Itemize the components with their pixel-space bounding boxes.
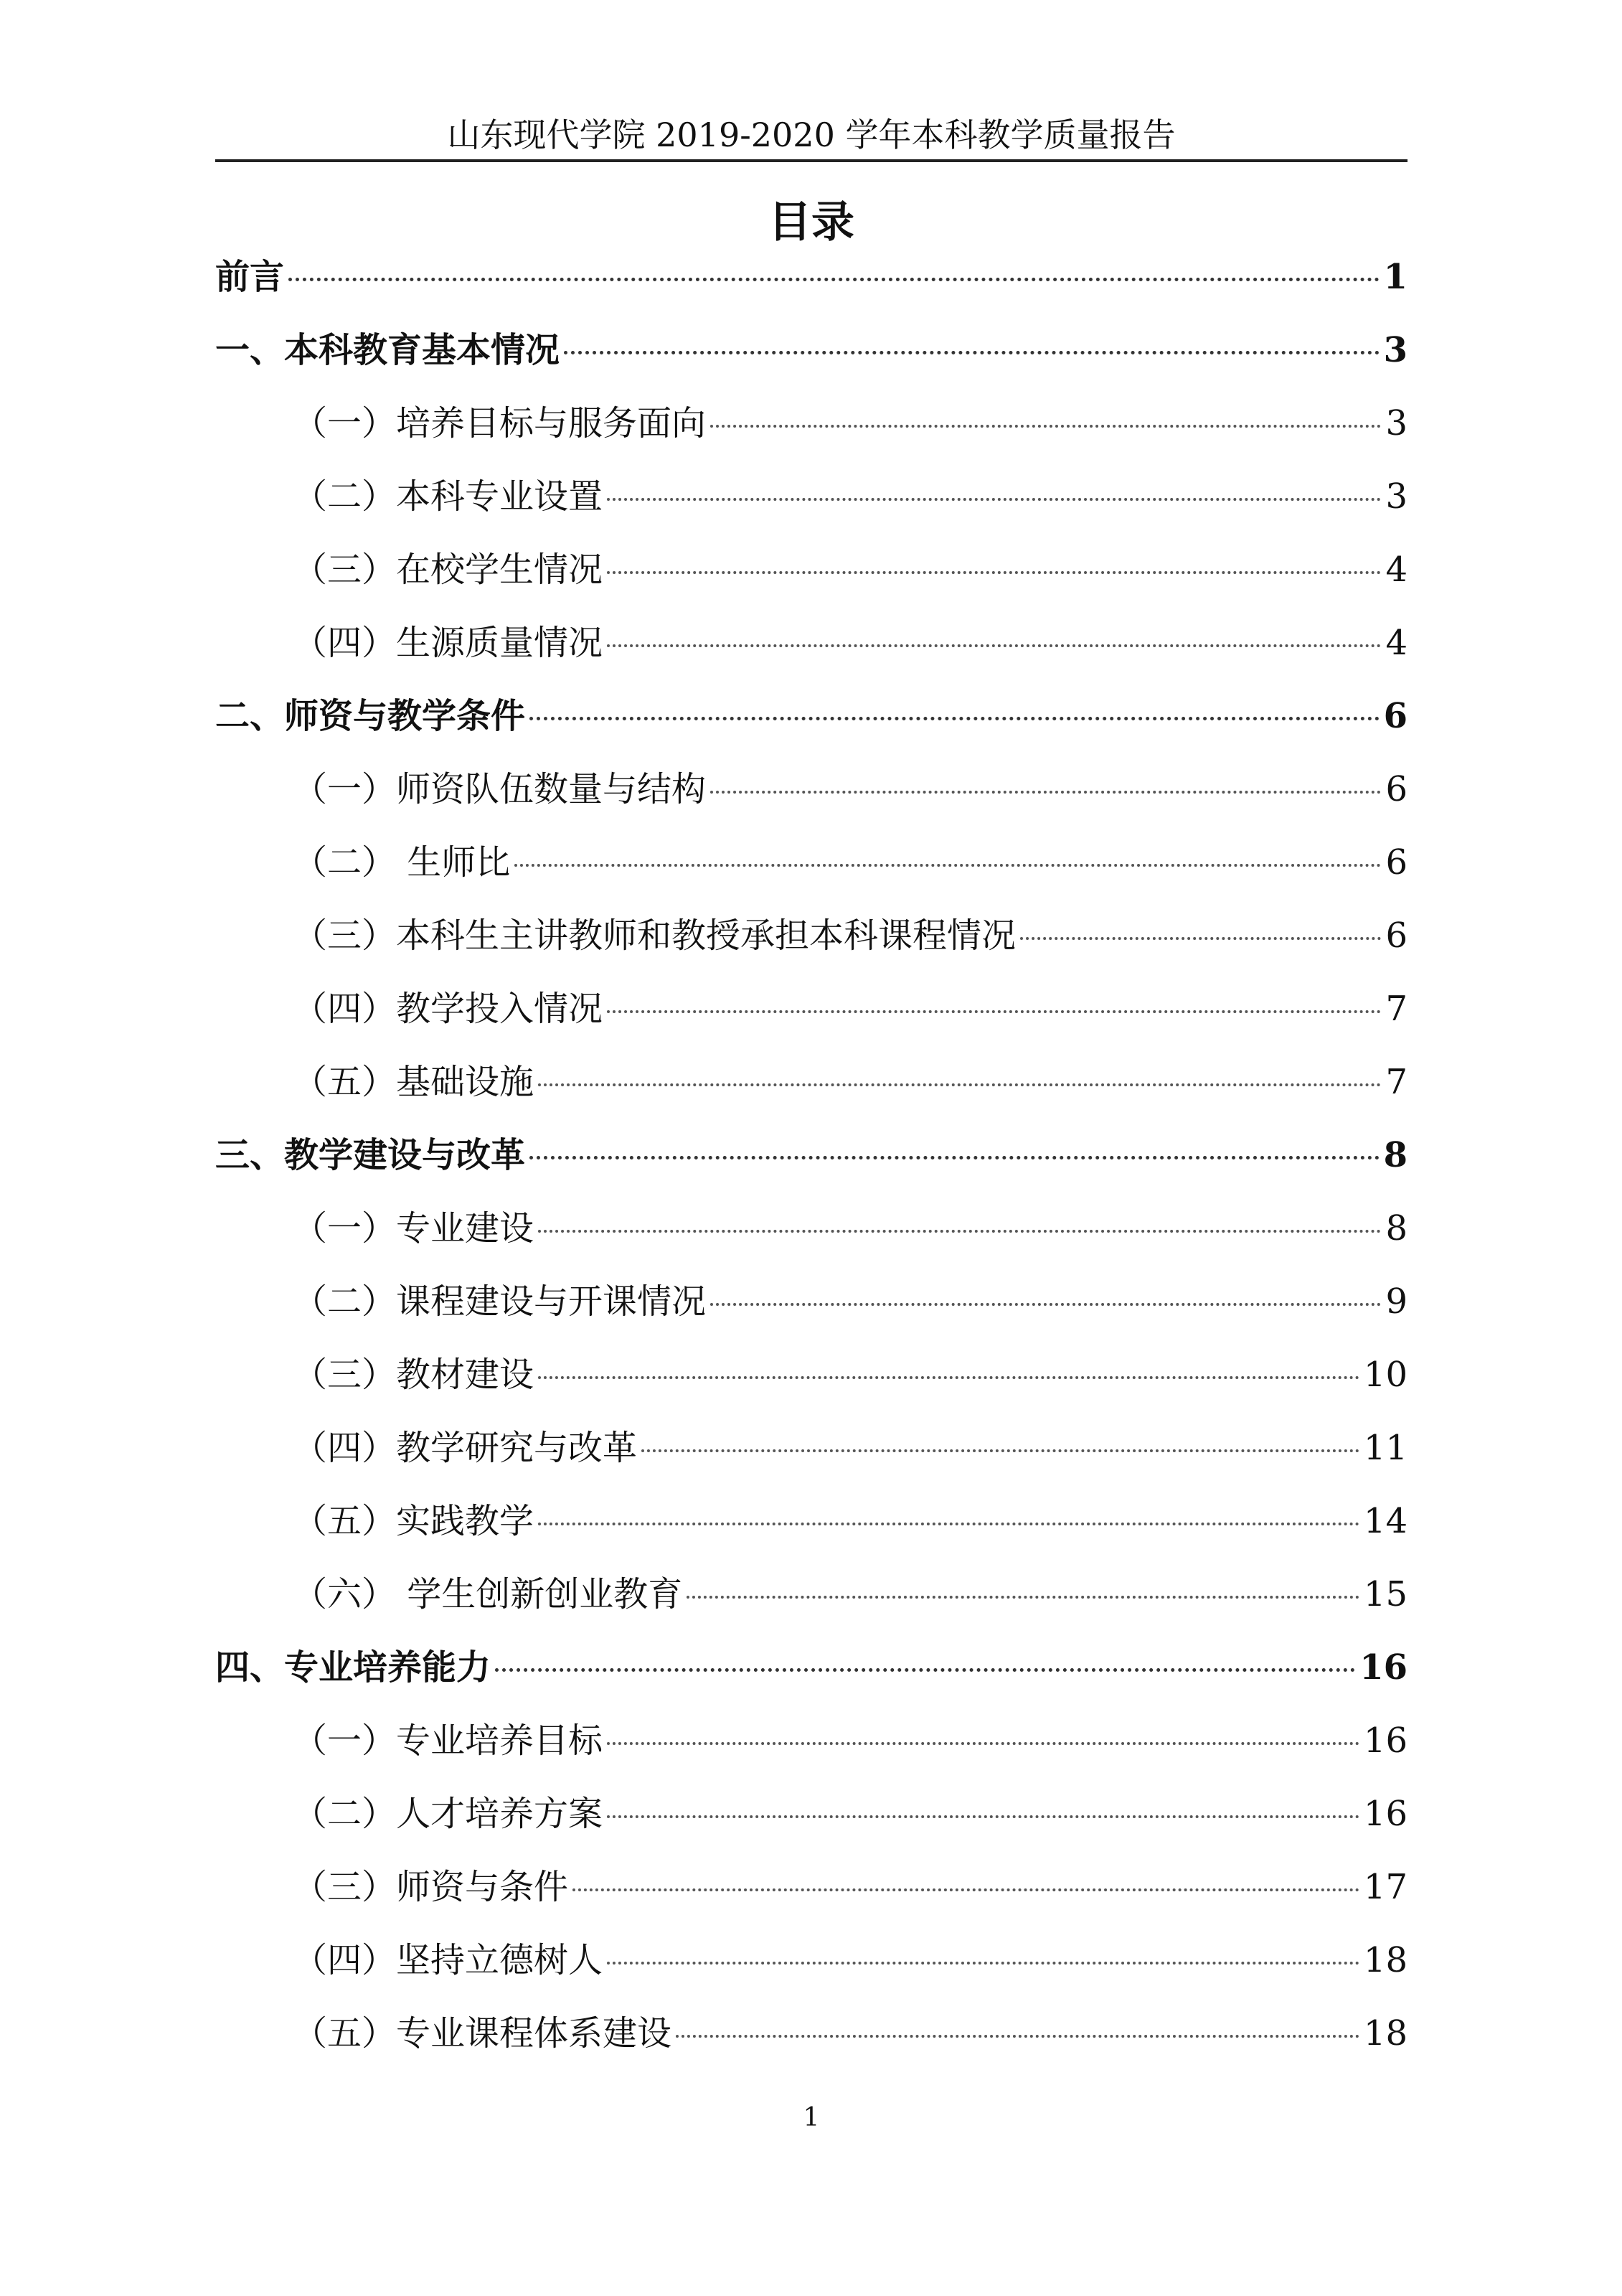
toc-subsection-entry[interactable]: [215, 1203, 1408, 1276]
toc-subsection-entry[interactable]: [215, 544, 1408, 617]
dot-leader: [676, 2035, 1359, 2038]
dot-leader: [710, 1303, 1381, 1306]
toc-entry-page-number: 1: [1383, 257, 1408, 297]
toc-section-entry[interactable]: [215, 1642, 1408, 1715]
toc-entry-label: （六） 学生创新创业教育: [293, 1574, 683, 1614]
toc-subsection-entry[interactable]: [215, 1568, 1408, 1642]
toc-entry-page-number: 8: [1383, 1135, 1408, 1175]
dot-leader: [529, 717, 1380, 720]
dot-leader: [710, 791, 1381, 794]
toc-entry-label: （二） 生师比: [293, 842, 511, 883]
toc-entry-label: （一）师资队伍数量与结构: [293, 769, 707, 809]
dot-leader: [641, 1449, 1359, 1452]
toc-entry-label: （二）本科专业设置: [293, 476, 603, 517]
toc-entry-label: （一）专业培养目标: [293, 1721, 603, 1761]
toc-entry-page-number: 3: [1385, 403, 1408, 443]
toc-entry-label: （三）本科生主讲教师和教授承担本科课程情况: [293, 916, 1017, 956]
toc-subsection-entry[interactable]: [215, 1495, 1408, 1568]
dot-leader: [529, 1156, 1380, 1159]
toc-entry-page-number: 9: [1385, 1281, 1408, 1322]
toc-entry-page-number: 16: [1359, 1647, 1408, 1688]
toc-entry-page-number: 3: [1385, 476, 1408, 517]
toc-section-entry[interactable]: [215, 251, 1408, 324]
toc-entry-label: （三）师资与条件: [293, 1867, 569, 1907]
toc-entry-label: （二）课程建设与开课情况: [293, 1281, 707, 1322]
running-header: 山东现代学院 2019-2020 学年本科教学质量报告: [447, 116, 1176, 154]
toc-section-entry[interactable]: [215, 324, 1408, 397]
toc-entry-label: （二）人才培养方案: [293, 1794, 603, 1834]
toc-subsection-entry[interactable]: [215, 397, 1408, 471]
dot-leader: [538, 1083, 1381, 1086]
toc-entry-page-number: 6: [1385, 842, 1408, 883]
dot-leader: [710, 425, 1381, 428]
dot-leader: [607, 1962, 1359, 1965]
toc-entry-label: 四、专业培养能力: [215, 1647, 491, 1688]
toc-entry-page-number: 7: [1385, 989, 1408, 1029]
dot-leader: [538, 1376, 1359, 1379]
dot-leader: [607, 1742, 1359, 1745]
toc-entry-label: （四）教学研究与改革: [293, 1428, 638, 1468]
toc-subsection-entry[interactable]: [215, 837, 1408, 910]
dot-leader: [514, 864, 1381, 867]
header-rule: [215, 159, 1408, 162]
dot-leader: [607, 571, 1381, 574]
toc-entry-page-number: 4: [1385, 550, 1408, 590]
dot-leader: [572, 1888, 1359, 1891]
toc-subsection-entry[interactable]: [215, 1934, 1408, 2008]
toc-subsection-entry[interactable]: [215, 1861, 1408, 1934]
toc-entry-page-number: 6: [1385, 916, 1408, 956]
toc-entry-page-number: 7: [1385, 1062, 1408, 1102]
toc-entry-label: （一）专业建设: [293, 1208, 534, 1248]
toc-entry-label: （五）基础设施: [293, 1062, 534, 1102]
dot-leader: [687, 1596, 1359, 1599]
toc-entry-label: （四）坚持立德树人: [293, 1940, 603, 1980]
dot-leader: [538, 1523, 1359, 1525]
dot-leader: [1020, 937, 1381, 940]
toc-entry-page-number: 10: [1363, 1355, 1408, 1395]
toc-subsection-entry[interactable]: [215, 1349, 1408, 1422]
toc-subsection-entry[interactable]: [215, 617, 1408, 690]
toc-entry-label: （五）实践教学: [293, 1501, 534, 1541]
dot-leader: [538, 1230, 1381, 1233]
dot-leader: [607, 1815, 1359, 1818]
toc-subsection-entry[interactable]: [215, 1276, 1408, 1349]
toc-section-entry[interactable]: [215, 1129, 1408, 1203]
toc-entry-page-number: 16: [1363, 1721, 1408, 1761]
toc-entry-page-number: 18: [1363, 1940, 1408, 1980]
toc-entry-page-number: 11: [1363, 1428, 1408, 1468]
table-of-contents: [215, 251, 1408, 2081]
toc-entry-page-number: 16: [1363, 1794, 1408, 1834]
toc-entry-page-number: 3: [1383, 330, 1408, 370]
dot-leader: [607, 498, 1381, 501]
toc-entry-label: （四）生源质量情况: [293, 623, 603, 663]
dot-leader: [564, 351, 1380, 354]
toc-entry-page-number: 17: [1363, 1867, 1408, 1907]
dot-leader: [607, 644, 1381, 647]
toc-entry-page-number: 6: [1385, 769, 1408, 809]
toc-subsection-entry[interactable]: [215, 1056, 1408, 1129]
toc-subsection-entry[interactable]: [215, 910, 1408, 983]
toc-entry-page-number: 6: [1383, 696, 1408, 736]
toc-subsection-entry[interactable]: [215, 1715, 1408, 1788]
toc-entry-label: （三）在校学生情况: [293, 550, 603, 590]
toc-section-entry[interactable]: [215, 690, 1408, 763]
toc-entry-page-number: 14: [1363, 1501, 1408, 1541]
toc-entry-label: （三）教材建设: [293, 1355, 534, 1395]
toc-entry-label: 三、教学建设与改革: [215, 1135, 526, 1175]
toc-entry-page-number: 18: [1363, 2013, 1408, 2053]
dot-leader: [495, 1668, 1355, 1672]
toc-subsection-entry[interactable]: [215, 983, 1408, 1056]
dot-leader: [607, 1010, 1381, 1013]
toc-entry-label: 一、本科教育基本情况: [215, 330, 560, 370]
toc-subsection-entry[interactable]: [215, 1788, 1408, 1861]
toc-entry-label: （四）教学投入情况: [293, 989, 603, 1029]
toc-entry-label: 二、师资与教学条件: [215, 696, 526, 736]
toc-entry-page-number: 15: [1363, 1574, 1408, 1614]
toc-title: 目录: [768, 197, 854, 248]
toc-subsection-entry[interactable]: [215, 2008, 1408, 2081]
toc-entry-page-number: 4: [1385, 623, 1408, 663]
page-number: 1: [803, 2103, 820, 2132]
toc-subsection-entry[interactable]: [215, 1422, 1408, 1495]
toc-entry-label: 前言: [215, 257, 285, 297]
dot-leader: [288, 278, 1380, 281]
toc-subsection-entry[interactable]: [215, 763, 1408, 837]
toc-entry-label: （一）培养目标与服务面向: [293, 403, 707, 443]
toc-subsection-entry[interactable]: [215, 471, 1408, 544]
toc-entry-page-number: 8: [1385, 1208, 1408, 1248]
toc-entry-label: （五）专业课程体系建设: [293, 2013, 672, 2053]
